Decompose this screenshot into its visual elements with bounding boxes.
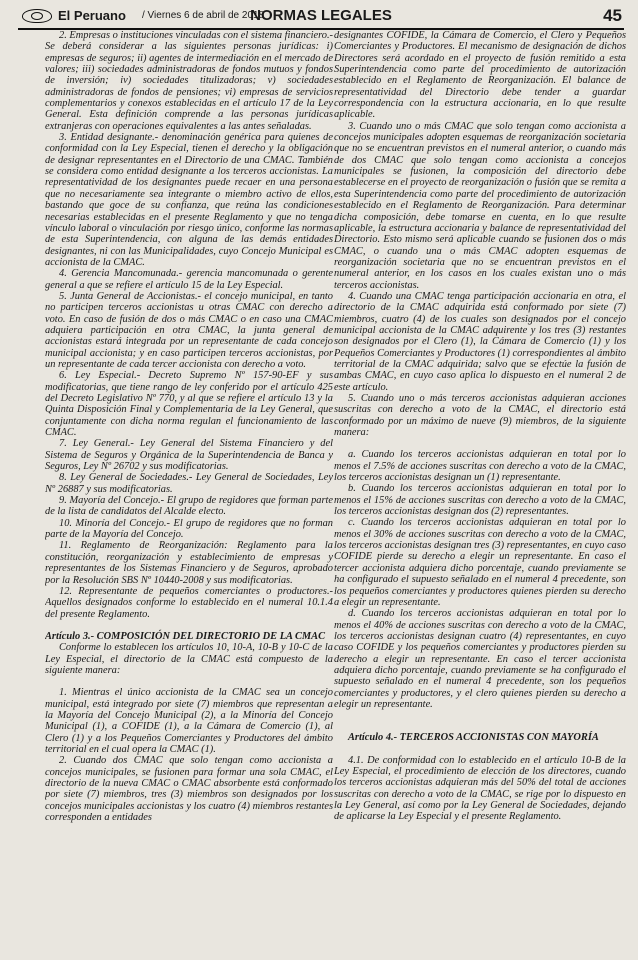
definition-item: 8. Ley General de Sociedades.- Ley General de Sociedades, Ley Nº 26887 y sus modificatorias.	[45, 472, 333, 495]
article-3-intro: Conforme lo establecen los artículos 10, 10-A, 10-B y 10-C de la Ley Especial, el directorio de la CMAC está compuesto de la siguiente manera:	[45, 642, 333, 676]
article-3-continuation: designantes COFIDE, la Cámara de Comercio, el Clero y Pequeños Comerciantes y Productores. El mecanismo de designación de dichos Directores será acordado en el proyecto de fusión remitido a esta Superintendencia como parte del procedimiento de autorización establecido en el Reglamento de Reorganización. El balance de representatividad del Directorio debe tender a guardar correspondencia con la estructura accionaria, en lo que resulte aplicable.	[334, 30, 626, 121]
left-column	[45, 30, 333, 952]
page-number: 45	[603, 6, 622, 25]
article-4-heading: Artículo 4.- TERCEROS ACCIONISTAS CON MAYORÍA	[348, 732, 599, 744]
article-3-item: 1. Mientras el único accionista de la CMAC sea un concejo municipal, está integrado por siete (7) miembros que representan a la Mayoría del Concejo Municipal (2), a la Minoría del Concejo Municipal (1), a COFIDE (1), a la Cámara de Comercio (1), al Clero (1) y a los Pequeños Comerciantes y Productores del ámbito territorial en el cual opera la CMAC (1).	[45, 687, 333, 755]
article-4-item: 4.1. De conformidad con lo establecido en el artículo 10-B de la Ley Especial, el procedimiento de elección de los directores, cuando los terceros accionistas adquieran más del 50% del total de acciones suscritas con derecho a voto de la CMAC, se rige por lo dispuesto en la Ley General, así como por la Ley General de Sociedades, dejando de aplicarse la Ley Especial y el presente Reglamento.	[334, 754, 626, 823]
section-title: NORMAS LEGALES	[250, 7, 392, 24]
sub-item: d. Cuando los terceros accionistas adquieran en total por lo menos el 40% de acciones suscritas con derecho a voto de la CMAC, los terceros accionistas designan cuatro (4) representantes, en cuyo caso COFIDE y los pequeños comerciantes y productores pierden su derecho a elegir un representante. En caso el tercer accionista adquiera dicho porcentaje, cuando previamente se ha configurado el supuesto señalado en el numeral 4 precedente, son los pequeños comerciantes y productores, y el clero quienes pierden su derecho a elegir un representante.	[334, 608, 626, 710]
publication-date: / Viernes 6 de abril de 2018	[142, 10, 265, 21]
article-3-item: 3. Cuando uno o más CMAC que solo tengan como accionista a concejos municipales adopten esquemas de reorganización societaria que no se encuentran previstos en el numeral anterior, o cuando más de dos CMAC que solo tengan como accionista a concejos municipales se fusionen, la composición del directorio debe establecerse en el proyecto de reorganización o fusión que se remita a esta Superintendencia como parte del procedimiento de autorización establecido en el Reglamento de Reorganización. Para determinar dicha composición, debe tomarse en cuenta, en lo que resulte aplicable, la estructura accionaria y balance de representatividad del Directorio. Esto mismo será aplicable cuando se fusionen dos o más CMAC, o cuando una o más CMAC adopten esquemas de reorganización societaria que no se encuentran previstos en el numeral anterior, en los casos en los cuales existan uno o más terceros accionistas.	[334, 120, 626, 291]
definition-item: 4. Gerencia Mancomunada.- gerencia mancomunada o gerente general a que se refiere el artículo 15 de la Ley Especial.	[45, 268, 333, 291]
right-column	[334, 30, 626, 952]
sub-item: a. Cuando los terceros accionistas adquieran en total por lo menos el 7.5% de acciones suscritas con derecho a voto de la CMAC, los terceros accionistas designan un (1) representante.	[334, 449, 626, 484]
definition-item: 2. Empresas o instituciones vinculadas con el sistema financiero.- Se deberá considerar a las siguientes personas jurídicas: i) empresas de seguros; ii) agentes de intermediación en el mercado de valores; iii) sociedades administradoras de fondos mutuos y fondos de inversión; iv) sociedades titulizadoras; v) sociedades administradoras de fondos de pensiones; vi) empresas de servicios complementarios y conexos establecidas en el artículo 17 de la Ley General. Esta definición comprende a las personas jurídicas extranjeras con operaciones equivalentes a las antes señaladas.	[45, 30, 333, 132]
article-3-item: 4. Cuando una CMAC tenga participación accionaria en otra, el directorio de la CMAC adquirida está conformado por siete (7) miembros, cuatro (4) de los cuales son designados por el concejo municipal accionista de la CMAC adquirente y los tres (3) restantes son designados por el Clero (1), la Cámara de Comercio (1) y los Pequeños Comerciantes y Productores (1) correspondientes al ámbito territorial de la CMAC adquirida; salvo que se efectúe la fusión de ambas CMAC, en cuyo caso aplica lo dispuesto en el numeral 2 de este artículo.	[334, 290, 626, 393]
page-header	[18, 6, 624, 30]
sub-item: b. Cuando los terceros accionistas adquieran en total por lo menos el 15% de acciones suscritas con derecho a voto de la CMAC, los terceros accionistas designan dos (2) representantes.	[334, 483, 626, 518]
definition-item: 7. Ley General.- Ley General del Sistema Financiero y del Sistema de Seguros y Orgánica de la Superintendencia de Banca y Seguros, Ley Nº 26702 y sus modificatorias.	[45, 438, 333, 473]
publication-name: El Peruano	[58, 8, 126, 23]
definition-item: 9. Mayoría del Concejo.- El grupo de regidores que forman parte de la lista de candidatos del Alcalde electo.	[45, 495, 333, 518]
definition-item: 3. Entidad designante.- denominación genérica para quienes de conformidad con la Ley Especial, tienen el derecho y la obligación de designar representantes en el Directorio de una CMAC. También se considera como entidad designante a los terceros accionistas. La representatividad de los designantes puede recaer en una persona que no necesariamente sea integrante o miembro activo de ellos, bastando que goce de su confianza, que reúna las condiciones necesarias establecidas en el presente Reglamento y que no tenga vínculo laboral o vinculación por riesgo único, conforme las normas de esta Superintendencia, con alguna de las demás entidades designantes, ni con las Municipalidades, cuyo Concejo Municipal es accionista de la CMAC.	[45, 132, 333, 268]
definition-item: 6. Ley Especial.- Decreto Supremo Nº 157-90-EF y sus modificatorias, que tiene rango de ley conferido por el artículo 425 del Decreto Legislativo Nº 770, y al que se refiere el artículo 13 y la Quinta Disposición Final y Complementaria de la Ley General, que conjuntamente con dicha norma regulan el funcionamiento de las CMAC.	[45, 370, 333, 439]
article-3-item: 5. Cuando uno o más terceros accionistas adquieran acciones suscritas con derecho a voto de la CMAC, el directorio está conformado por un máximo de nueve (9) miembros, de la siguiente manera:	[334, 393, 626, 439]
definition-item: 11. Reglamento de Reorganización: Reglamento para la constitución, reorganización y establecimiento de empresas y representantes de los Sistemas Financiero y de Seguros, aprobado por la Resolución SBS Nº 10440-2008 y sus modificatorias.	[45, 540, 333, 586]
definition-item: 10. Minoría del Concejo.- El grupo de regidores que no forman parte de la Mayoría del Concejo.	[45, 517, 333, 541]
definition-item: 12. Representante de pequeños comerciantes o productores.- Aquellos designados conforme lo establecido en el numeral 10.1.4 del presente Reglamento.	[45, 585, 333, 620]
article-3-item: 2. Cuando dos CMAC que solo tengan como accionista a concejos municipales, se fusionen para formar una sola CMAC, el directorio de la nueva CMAC o CMAC absorbente está conformado por siete (7) miembros, tres (3) miembros son designados por los concejos municipales accionistas y los cuatro (4) miembros restantes corresponden a entidades	[45, 755, 333, 824]
definition-item: 5. Junta General de Accionistas.- el concejo municipal, en tanto no participen terceros accionistas u otras CMAC con derecho a voto. En caso de fusión de dos o más CMAC o en caso una CMAC adquiera participación en otra CMAC, la junta general de accionistas estará integrada por un representante de cada concejo municipal accionista; y en caso participen terceros accionistas, por un representante de cada tercer accionista con derecho a voto.	[45, 290, 333, 370]
sub-item: c. Cuando los terceros accionistas adquieran en total por lo menos el 30% de acciones suscritas con derecho a voto de la CMAC, los terceros accionistas designan tres (3) representantes, en cuyo caso COFIDE pierde su derecho a elegir un representante. En caso el tercer accionista adquiera dicho porcentaje, cuando previamente se ha configurado el supuesto señalado en el numeral 4 precedente, son los pequeños comerciantes y productores quienes pierden su derecho a elegir un representante.	[334, 517, 626, 608]
article-3-heading: Artículo 3.- COMPOSICIÓN DEL DIRECTORIO DE LA CMAC	[45, 630, 326, 642]
